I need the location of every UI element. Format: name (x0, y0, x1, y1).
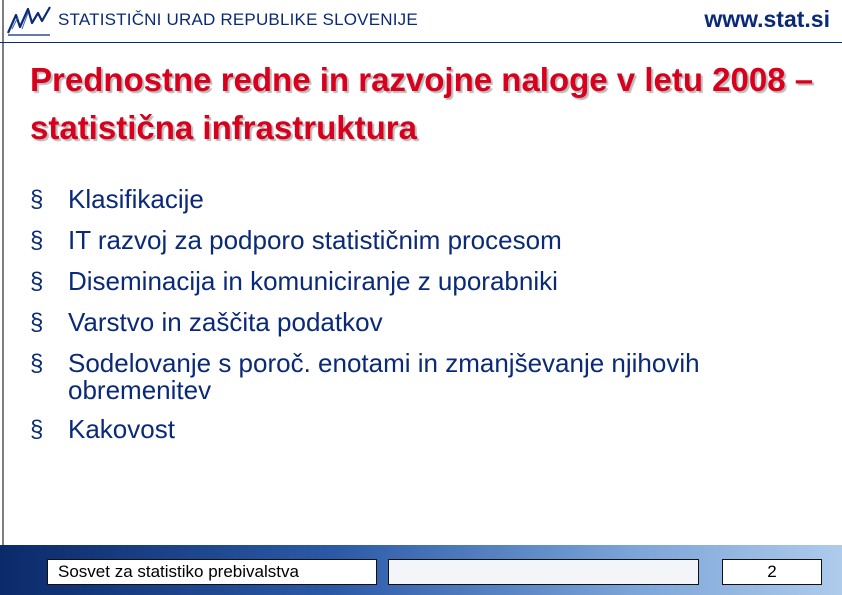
footer-title-box (47, 559, 377, 585)
page-number-box (722, 559, 822, 585)
bullet-text: IT razvoj za podporo statističnim procesom (68, 225, 562, 255)
header (0, 0, 842, 42)
list-item (30, 309, 820, 336)
list-item (30, 416, 820, 443)
slide-title: Prednostne redne in razvojne naloge v letu 2008 – statistična infrastruktura (30, 61, 814, 146)
footer-middle-box (388, 559, 699, 585)
bullet-text: Diseminacija in komuniciranje z uporabniki (68, 266, 558, 296)
chart-line-logo-icon (6, 3, 52, 37)
left-divider (2, 0, 4, 545)
list-item (30, 227, 820, 254)
bullet-marker: § (30, 350, 44, 377)
list-item (30, 268, 820, 295)
bullet-list (30, 186, 820, 457)
list-item (30, 350, 820, 404)
bullet-text: Sodelovanje s poroč. enotami in zmanjševanje njihovih obremenitev (68, 348, 700, 405)
bullet-text: Varstvo in zaščita podatkov (68, 307, 383, 337)
footer-bar (0, 545, 842, 595)
bullet-text: Kakovost (68, 414, 175, 444)
header-divider (0, 42, 842, 43)
list-item (30, 186, 820, 213)
bullet-marker: § (30, 227, 44, 254)
bullet-marker: § (30, 268, 44, 295)
website-url: www.stat.si (704, 6, 830, 32)
page-number: 2 (767, 562, 777, 581)
bullet-marker: § (30, 416, 44, 443)
organization-name: STATISTIČNI URAD REPUBLIKE SLOVENIJE (58, 10, 418, 29)
bullet-marker: § (30, 309, 44, 336)
bullet-marker: § (30, 186, 44, 213)
bullet-text: Klasifikacije (68, 184, 204, 214)
footer-title: Sosvet za statistiko prebivalstva (58, 562, 299, 581)
